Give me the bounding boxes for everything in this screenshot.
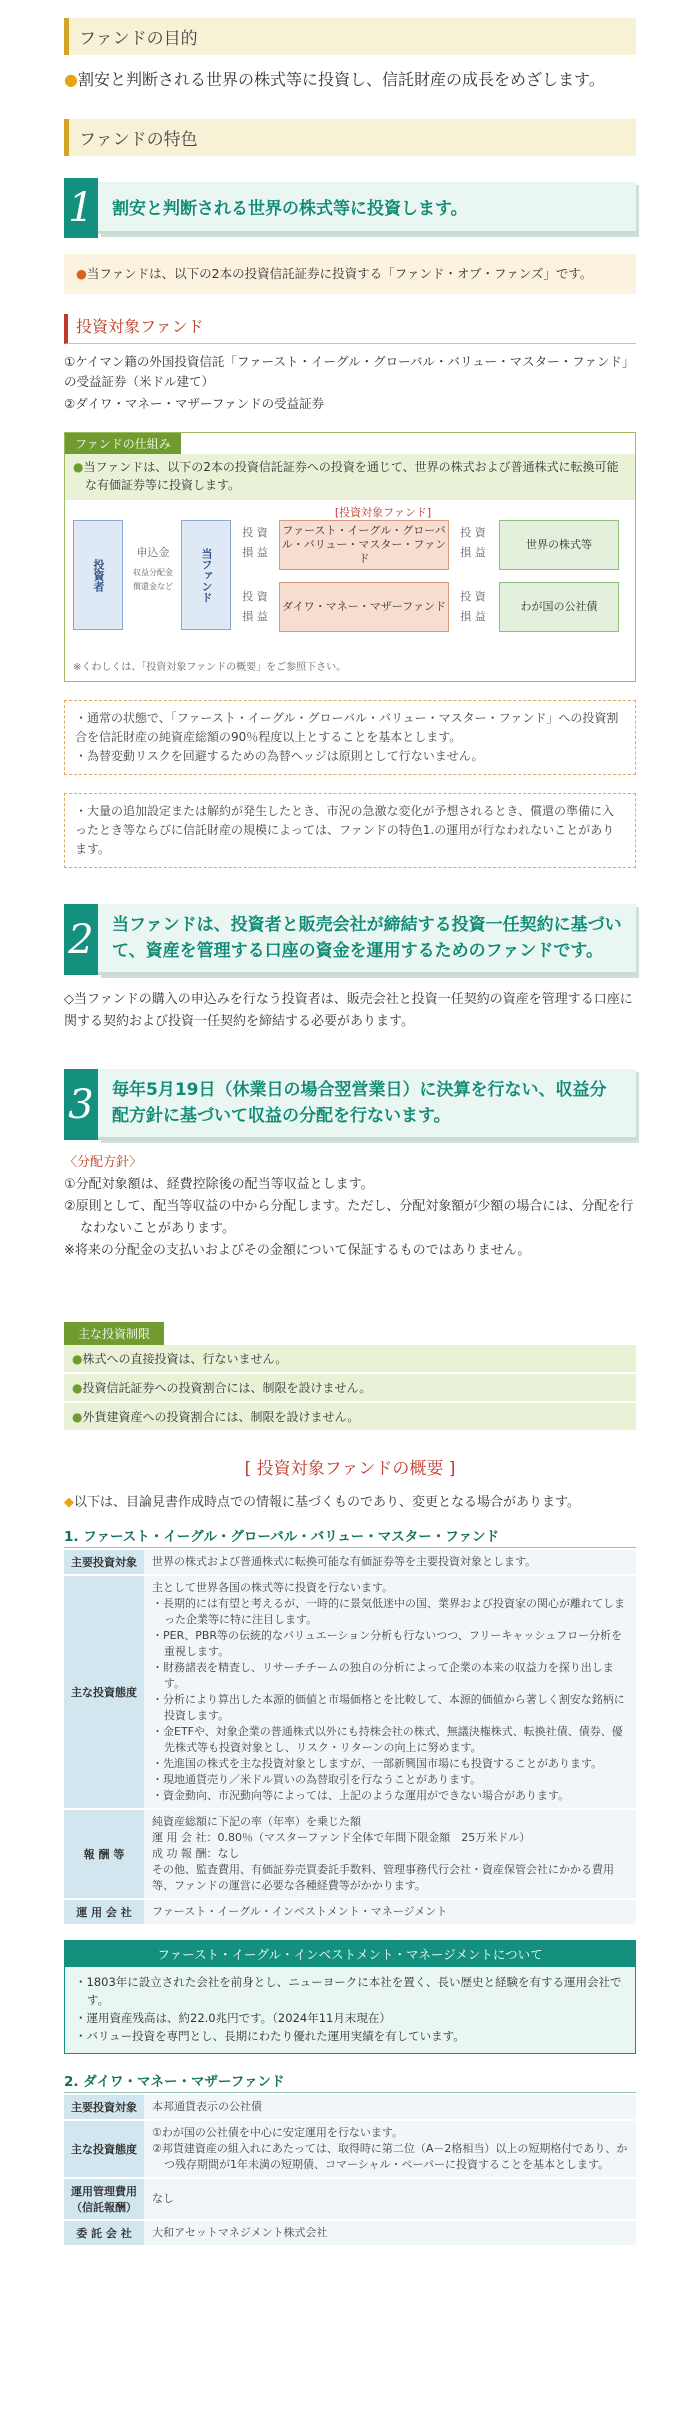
row-value: 大和アセットマネジメント株式会社 <box>144 2220 636 2246</box>
feature-1 <box>64 178 636 238</box>
target-funds-heading: 投資対象ファンド <box>64 314 636 344</box>
return-label: 収益分配金 償還金など <box>133 568 173 591</box>
mechanism-footnote: ※くわしくは、「投資対象ファンドの概要」をご参照下さい。 <box>73 662 347 673</box>
bullet-icon: ● <box>72 1410 83 1424</box>
point-item: ・通常の状態で、「ファースト・イーグル・グローバル・バリュー・マスター・ファンド」への投資割合を信託財産の純資産総額の90％程度以上とすることを基本とします。 <box>75 711 619 744</box>
invest-label: 投 資 <box>460 590 486 603</box>
jgb-box: わが国の公社債 <box>499 582 619 632</box>
table-row <box>64 1575 636 1809</box>
feature-2-title: 当ファンドは、投資者と販売会社が締結する投資一任契約に基づいて、資産を管理する口座の資金を運用するためのファンドです。 <box>98 904 636 975</box>
target-fund-item: ②ダイワ・マネー・マザーファンドの受益証券 <box>64 396 325 411</box>
bullet-icon: ● <box>76 266 87 281</box>
table-row <box>64 1550 636 1575</box>
money-fund-box: ダイワ・マネー・マザーファンド <box>279 582 449 632</box>
row-value: 本邦通貨表示の公社債 <box>144 2095 636 2120</box>
row-label: 委 託 会 社 <box>64 2220 144 2246</box>
manager-info-body: ・1803年に設立された会社を前身とし、ニューヨークに本社を置く、長い歴史と経験を有する運用会社です。 ・運用資産残高は、約22.0兆円です。（2024年11月末現在） ・バリュー投資を専門とし、長期にわたり優れた運用実績を有しています。 <box>65 1967 635 2053</box>
apply-label: 申込金 <box>136 546 170 559</box>
bullet-icon: ● <box>72 1381 83 1395</box>
feature-1-caution <box>64 793 636 868</box>
feature-3 <box>64 1069 636 1140</box>
invest-label: 投 資 <box>242 526 268 539</box>
bullet-icon: ● <box>64 70 78 89</box>
row-value: 世界の株式および普通株式に転換可能な有価証券等を主要投資対象とします。 <box>144 1550 636 1575</box>
manager-info-box <box>64 1940 636 2054</box>
purpose-header: ファンドの目的 <box>64 18 636 55</box>
table-row <box>64 1809 636 1899</box>
invest-label: 投 資 <box>460 526 486 539</box>
income-label: 損 益 <box>460 610 486 623</box>
bullet-icon: ● <box>72 1352 83 1366</box>
table-row <box>64 2178 636 2220</box>
mechanism-diagram <box>73 506 627 656</box>
fund-1-heading: 1. ファースト・イーグル・グローバル・バリュー・マスター・ファンド <box>64 1525 636 1548</box>
row-label: 主要投資対象 <box>64 1550 144 1575</box>
income-label: 損 益 <box>242 546 268 559</box>
manager-info-heading: ファースト・イーグル・インベストメント・マネージメントについて <box>65 1941 635 1967</box>
mechanism-tab: ファンドの仕組み <box>65 433 181 454</box>
table-row <box>64 2220 636 2246</box>
fund-1-table <box>64 1550 636 1926</box>
row-label: 主な投資態度 <box>64 1575 144 1809</box>
row-value: ①わが国の公社債を中心に安定運用を行ないます。 ②邦貨建資産の組入れにあたっては、取得時に第二位（A－2格相当）以上の短期格付であり、かつ残存期間が1年未満の短期債、コマーシャル・ペーパーに投資することを基本とします。 <box>144 2120 636 2178</box>
feature-2 <box>64 904 636 975</box>
overview-title: [ 投資対象ファンドの概要 ] <box>244 1459 456 1479</box>
features-header: ファンドの特色 <box>64 119 636 156</box>
target-fund-item: ①ケイマン籍の外国投資信託「ファースト・イーグル・グローバル・バリュー・マスター・ファンド」の受益証券（米ドル建て） <box>64 354 635 389</box>
restrictions-tab: 主な投資制限 <box>64 1322 164 1345</box>
row-label: 主要投資対象 <box>64 2095 144 2120</box>
row-value: 純資産総額に下記の率（年率）を乗じた額 運 用 会 社：0.80％（マスターファンド全体で年間下限金額 25万米ドル） 成 功 報 酬：なし その他、監査費用、有価証券売買委託手数料、管理事務代行会社・資産保管会社にかかる費用等、ファンドの運営に必要な各種経費等がかかります。 <box>144 1809 636 1899</box>
investment-restrictions <box>64 1322 636 1432</box>
feature-3-title: 毎年5月19日（休業日の場合翌営業日）に決算を行ない、収益分配方針に基づいて収益の分配を行ないます。 <box>98 1069 636 1140</box>
fund-2-heading: 2. ダイワ・マネー・マザーファンド <box>64 2070 636 2093</box>
policy-heading: 〈分配方針〉 <box>64 1155 143 1170</box>
row-value: なし <box>144 2178 636 2220</box>
restriction-item: ●投資信託証券への投資割合には、制限を設けません。 <box>64 1374 636 1403</box>
table-row <box>64 2095 636 2120</box>
feature-1-points <box>64 700 636 775</box>
mechanism-desc: ●当ファンドは、以下の2本の投資信託証券への投資を通じて、世界の株式および普通株式に転換可能な有価証券等に投資します。 <box>65 454 635 500</box>
fund-2-table <box>64 2095 636 2247</box>
policy-item: ①分配対象額は、経費控除後の配当等収益とします。 <box>64 1177 374 1192</box>
table-row <box>64 1899 636 1925</box>
world-stocks-box: 世界の株式等 <box>499 520 619 570</box>
feature-2-note: ◇当ファンドの購入の申込みを行なう投資者は、販売会社と投資一任契約の資産を管理する口座に関する契約および投資一任契約を締結する必要があります。 <box>64 992 633 1029</box>
target-fund-label: [投資対象ファンド] <box>334 506 432 519</box>
feature-3-number: 3 <box>64 1069 98 1140</box>
income-label: 損 益 <box>242 610 268 623</box>
bullet-icon: ● <box>73 460 84 474</box>
table-row <box>64 2120 636 2178</box>
caution-text: ・大量の追加設定または解約が発生したとき、市況の急激な変化が予想されるとき、償還の準備に入ったとき等ならびに信託財産の規模によっては、ファンドの特色1.の運用が行なわれないことがあります。 <box>75 804 615 856</box>
purpose-text: ●割安と判断される世界の株式等に投資し、信託財産の成長をめざします。 <box>64 70 605 89</box>
fund-mechanism <box>64 432 636 682</box>
income-label: 損 益 <box>460 546 486 559</box>
fund-box: 当ファンド <box>181 520 231 630</box>
investor-box: 投資者 <box>73 520 123 630</box>
feature-1-number: 1 <box>64 178 98 238</box>
policy-item: ②原則として、配当等収益の中から分配します。ただし、分配対象額が少額の場合には、分配を行なわないことがあります。 <box>64 1199 634 1236</box>
row-label: 運 用 会 社 <box>64 1899 144 1925</box>
row-label: 運用管理費用（信託報酬） <box>64 2178 144 2220</box>
row-label: 主な投資態度 <box>64 2120 144 2178</box>
row-value: ファースト・イーグル・インベストメント・マネージメント <box>144 1899 636 1925</box>
feature-1-title: 割安と判断される世界の株式等に投資します。 <box>98 182 636 234</box>
bullet-icon: ◆ <box>64 1495 74 1510</box>
row-label: 報 酬 等 <box>64 1809 144 1899</box>
feature-2-number: 2 <box>64 904 98 975</box>
restriction-item: ●外貨建資産への投資割合には、制限を設けません。 <box>64 1403 636 1432</box>
master-fund-box: ファースト・イーグル・グローバル・バリュー・マスター・ファンド <box>279 520 449 570</box>
invest-label: 投 資 <box>242 590 268 603</box>
feature-1-note: ●当ファンドは、以下の2本の投資信託証券に投資する「ファンド・オブ・ファンズ」です。 <box>64 254 636 294</box>
row-value: 主として世界各国の株式等に投資を行ないます。 ・長期的には有望と考えるが、一時的に景気低迷中の国、業界および投資家の関心が離れてしまった企業等に特に注目します。 ・PER、PBR等の伝統的なバリュエーション分析も行ないつつ、フリーキャッシュフロー分析を重視します。 ・財務諸表を精査し、リサーチチームの独自の分析によって企業の本来の収益力を探り出します。 ・分析により算出した本源的価値と市場価格とを比較して、本源的価値から著しく割安な銘柄に投資します。 ・金ETFや、対象企業の普通株式以外にも持株会社の株式、無議決権株式、転換社債、債券、優先株式等も投資対象とし、リスク・リターンの向上に努めます。 ・先進国の株式を主な投資対象としますが、一部新興国市場にも投資することがあります。 ・現地通貨売り／米ドル買いの為替取引を行なうことがあります。 ・資金動向、市況動向等によっては、上記のような運用ができない場合があります。 <box>144 1575 636 1809</box>
overview-intro: ◆以下は、目論見書作成時点での情報に基づくものであり、変更となる場合があります。 <box>64 1495 580 1510</box>
point-item: ・為替変動リスクを回避するための為替ヘッジは原則として行ないません。 <box>75 749 484 763</box>
restriction-item: ●株式への直接投資は、行ないません。 <box>64 1345 636 1374</box>
policy-item: ※将来の分配金の支払いおよびその金額について保証するものではありません。 <box>64 1243 531 1258</box>
